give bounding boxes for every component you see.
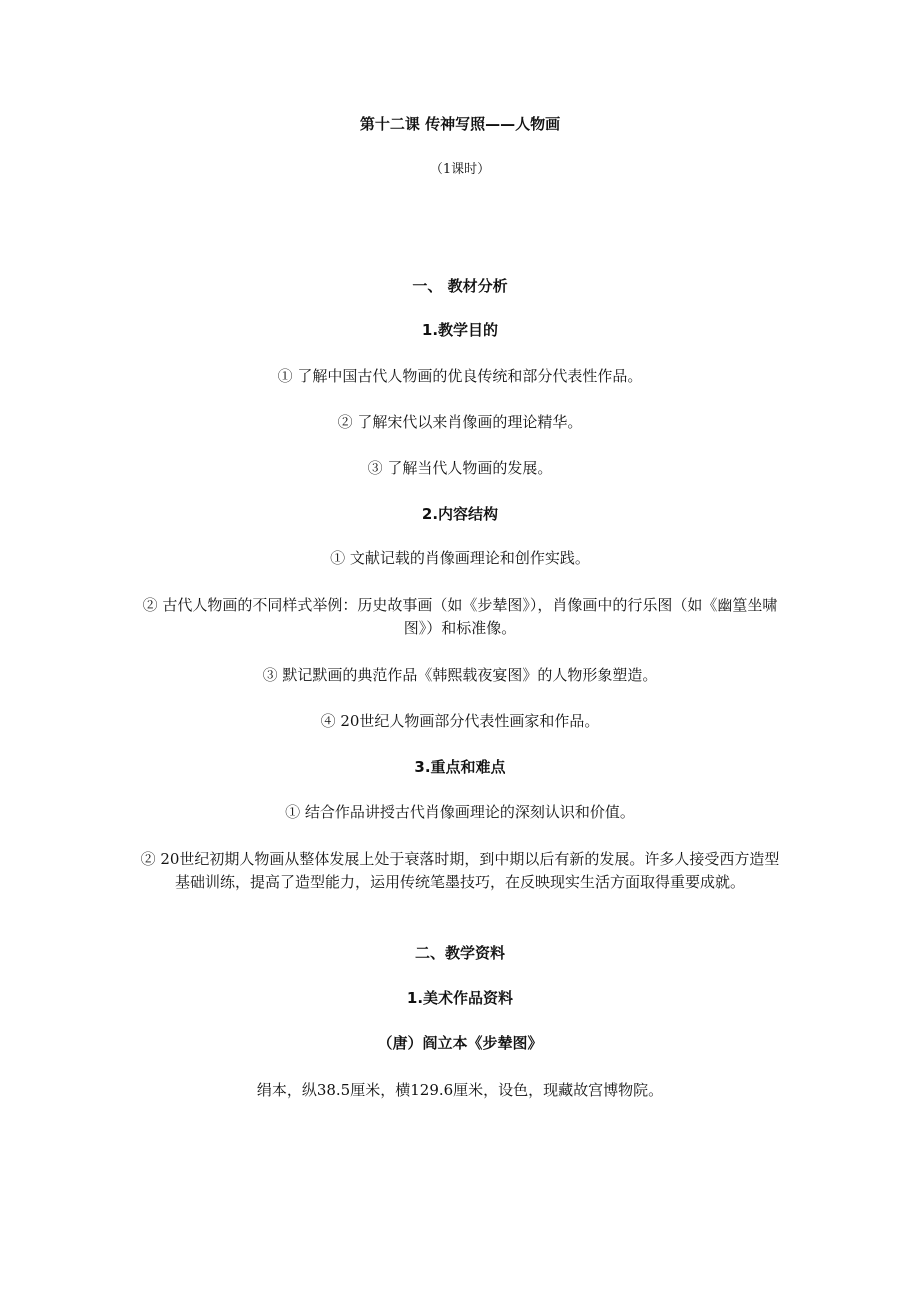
subheading-structure: 2.内容结构 [421,505,499,523]
key-point-item-1: ① 结合作品讲授古代肖像画理论的深刻认识和价值。 [285,803,635,821]
subheading-key-points: 3.重点和难点 [414,758,506,776]
document-subtitle: （1课时） [429,162,491,177]
goal-item-2: ② 了解宋代以来肖像画的理论精华。 [337,413,583,431]
structure-item-3: ③ 默记默画的典范作品《韩熙载夜宴图》的人物形象塑造。 [262,666,658,684]
section-heading-materials: 二、教学资料 [414,944,505,962]
section-heading-analysis: 一、 教材分析 [412,277,508,295]
artwork-title: （唐）阎立本《步辇图》 [377,1034,543,1052]
goal-item-1: ① 了解中国古代人物画的优良传统和部分代表性作品。 [277,367,643,385]
structure-item-4: ④ 20世纪人物画部分代表性画家和作品。 [320,712,600,730]
structure-item-2: ② 古代人物画的不同样式举例：历史故事画（如《步辇图》），肖像画中的行乐图（如《幽篁坐啸图》）和标准像。 [142,596,778,637]
artwork-description: 绢本，纵38.5厘米，横129.6厘米，设色，现藏故宫博物院。 [256,1081,664,1099]
goal-item-3: ③ 了解当代人物画的发展。 [367,459,553,477]
document-title: 第十二课 传神写照——人物画 [359,115,561,133]
subheading-artworks: 1.美术作品资料 [406,989,514,1007]
structure-item-1: ① 文献记载的肖像画理论和创作实践。 [330,549,590,567]
key-point-item-2: ② 20世纪初期人物画从整体发展上处于衰落时期，到中期以后有新的发展。许多人接受西方造型基础训练，提高了造型能力，运用传统笔墨技巧，在反映现实生活方面取得重要成就。 [140,850,780,891]
subheading-goals: 1.教学目的 [421,321,499,339]
